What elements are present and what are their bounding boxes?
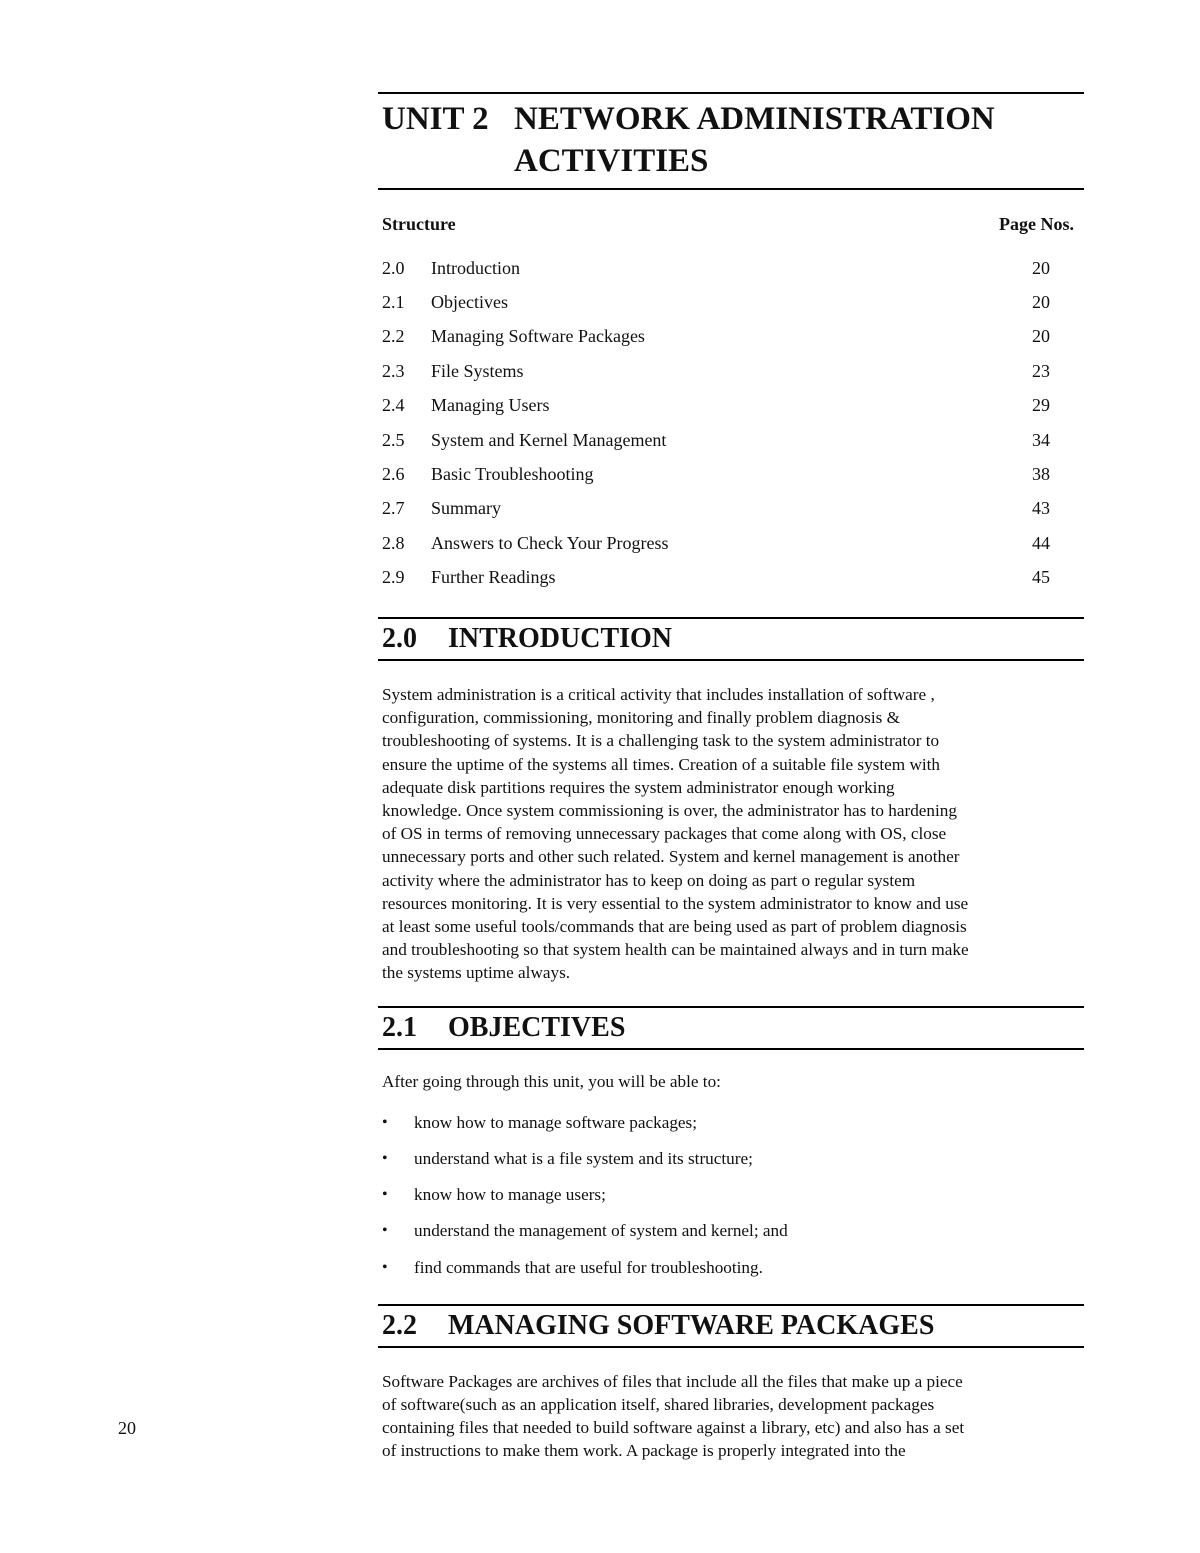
toc-row-title: Summary: [431, 498, 501, 519]
toc-row-page: 20: [1032, 292, 1050, 313]
toc-header: [378, 190, 1084, 235]
toc-row-title: Managing Software Packages: [431, 326, 645, 347]
toc-row: [378, 492, 1084, 526]
toc-row-number: 2.7: [382, 498, 405, 519]
bullet-icon: •: [382, 1222, 388, 1240]
text-line: knowledge. Once system commissioning is over, the administrator has to hardening: [382, 800, 957, 820]
objectives-lead: After going through this unit, you will be able to:: [382, 1071, 721, 1091]
toc-row-number: 2.8: [382, 532, 405, 553]
toc-row-title: Managing Users: [431, 395, 550, 416]
toc-row-page: 23: [1032, 360, 1050, 381]
section-title: MANAGING SOFTWARE PACKAGES: [448, 1309, 935, 1341]
list-item-text: understand what is a file system and its structure;: [414, 1149, 753, 1169]
text-line: the systems uptime always.: [382, 963, 571, 983]
toc-row-title: Answers to Check Your Progress: [431, 532, 669, 553]
text-line: resources monitoring. It is very essential to the system administrator to know and use: [382, 893, 969, 913]
unit-header: [378, 92, 1084, 190]
section-number: 2.2: [382, 1309, 417, 1341]
toc-row-title: Further Readings: [431, 567, 556, 588]
toc-row: [378, 320, 1084, 354]
toc-row-number: 2.4: [382, 395, 405, 416]
unit-title: [514, 98, 1084, 182]
text-line: unnecessary ports and other such related. System and kernel management is another: [382, 847, 960, 867]
toc-row-number: 2.5: [382, 429, 405, 450]
section-heading-objectives: [378, 1006, 1084, 1050]
toc-row-number: 2.0: [382, 257, 405, 278]
packages-paragraph: [378, 1370, 1084, 1463]
list-item-text: know how to manage users;: [414, 1185, 606, 1205]
toc-row-title: Introduction: [431, 257, 520, 278]
list-item: [382, 1141, 1084, 1177]
text-line: Software Packages are archives of files that include all the files that make up a piece: [382, 1371, 963, 1391]
text-line: System administration is a critical activity that includes installation of software ,: [382, 684, 935, 704]
toc-row-number: 2.6: [382, 464, 405, 485]
text-line: configuration, commissioning, monitoring and finally problem diagnosis &: [382, 708, 900, 728]
unit-title-line-2: ACTIVITIES: [514, 143, 709, 179]
list-item-text: find commands that are useful for troubleshooting.: [414, 1257, 763, 1277]
list-item: [382, 1105, 1084, 1141]
toc-row-title: System and Kernel Management: [431, 429, 667, 450]
toc-row-number: 2.1: [382, 292, 405, 313]
toc-row-page: 29: [1032, 395, 1050, 416]
toc-row-page: 20: [1032, 257, 1050, 278]
toc-row-page: 34: [1032, 429, 1050, 450]
list-item: [382, 1177, 1084, 1213]
list-item-text: understand the management of system and kernel; and: [414, 1221, 788, 1241]
toc-row: [378, 251, 1084, 285]
bullet-icon: •: [382, 1186, 388, 1204]
toc-row-page: 44: [1032, 532, 1050, 553]
toc-row-page: 45: [1032, 567, 1050, 588]
bullet-icon: •: [382, 1150, 388, 1168]
toc-row-page: 38: [1032, 464, 1050, 485]
toc-row: [378, 285, 1084, 319]
toc-list: [378, 251, 1084, 595]
toc-row: [378, 457, 1084, 491]
toc-row: [378, 389, 1084, 423]
text-line: ensure the uptime of the systems all times. Creation of a suitable file system with: [382, 754, 940, 774]
page-content: [378, 92, 1084, 1463]
list-item-text: know how to manage software packages;: [414, 1112, 698, 1132]
toc-row-number: 2.2: [382, 326, 405, 347]
toc-row-page: 20: [1032, 326, 1050, 347]
section-heading-managing-software-packages: [378, 1304, 1084, 1348]
text-line: at least some useful tools/commands that are being used as part of problem diagnosis: [382, 916, 967, 936]
objectives-list: [378, 1105, 1084, 1286]
text-line: adequate disk partitions requires the system administrator enough working: [382, 777, 895, 797]
introduction-paragraph: [378, 683, 1084, 985]
section-title: INTRODUCTION: [448, 622, 673, 654]
section-number: 2.1: [382, 1011, 417, 1043]
text-line: troubleshooting of systems. It is a challenging task to the system administrator to: [382, 731, 940, 751]
toc-row-number: 2.9: [382, 567, 405, 588]
bullet-icon: •: [382, 1113, 388, 1131]
toc-row: [378, 423, 1084, 457]
toc-row: [378, 354, 1084, 388]
text-line: of software(such as an application itself, shared libraries, development packages: [382, 1394, 935, 1414]
toc-row-title: File Systems: [431, 360, 524, 381]
list-item: [382, 1250, 1084, 1286]
toc-structure-label: Structure: [382, 214, 456, 234]
bullet-icon: •: [382, 1258, 388, 1276]
toc-row-title: Objectives: [431, 292, 508, 313]
toc-page-label: Page Nos.: [999, 214, 1074, 234]
toc-row-page: 43: [1032, 498, 1050, 519]
toc-row-number: 2.3: [382, 360, 405, 381]
text-line: of instructions to make them work. A package is properly integrated into the: [382, 1441, 906, 1461]
text-line: containing files that needed to build software against a library, etc) and also has a set: [382, 1418, 965, 1438]
text-line: activity where the administrator has to keep on doing as part o regular system: [382, 870, 916, 890]
toc-row: [378, 526, 1084, 560]
toc-row: [378, 561, 1084, 595]
text-line: of OS in terms of removing unnecessary packages that come along with OS, close: [382, 824, 947, 844]
list-item: [382, 1213, 1084, 1249]
unit-label: UNIT 2: [382, 101, 489, 137]
text-line: and troubleshooting so that system health can be maintained always and in turn make: [382, 940, 969, 960]
unit-title-line-1: NETWORK ADMINISTRATION: [514, 101, 995, 137]
section-number: 2.0: [382, 622, 417, 654]
section-heading-introduction: [378, 617, 1084, 661]
section-title: OBJECTIVES: [448, 1011, 626, 1043]
toc-row-title: Basic Troubleshooting: [431, 464, 594, 485]
page-number: 20: [118, 1418, 136, 1438]
